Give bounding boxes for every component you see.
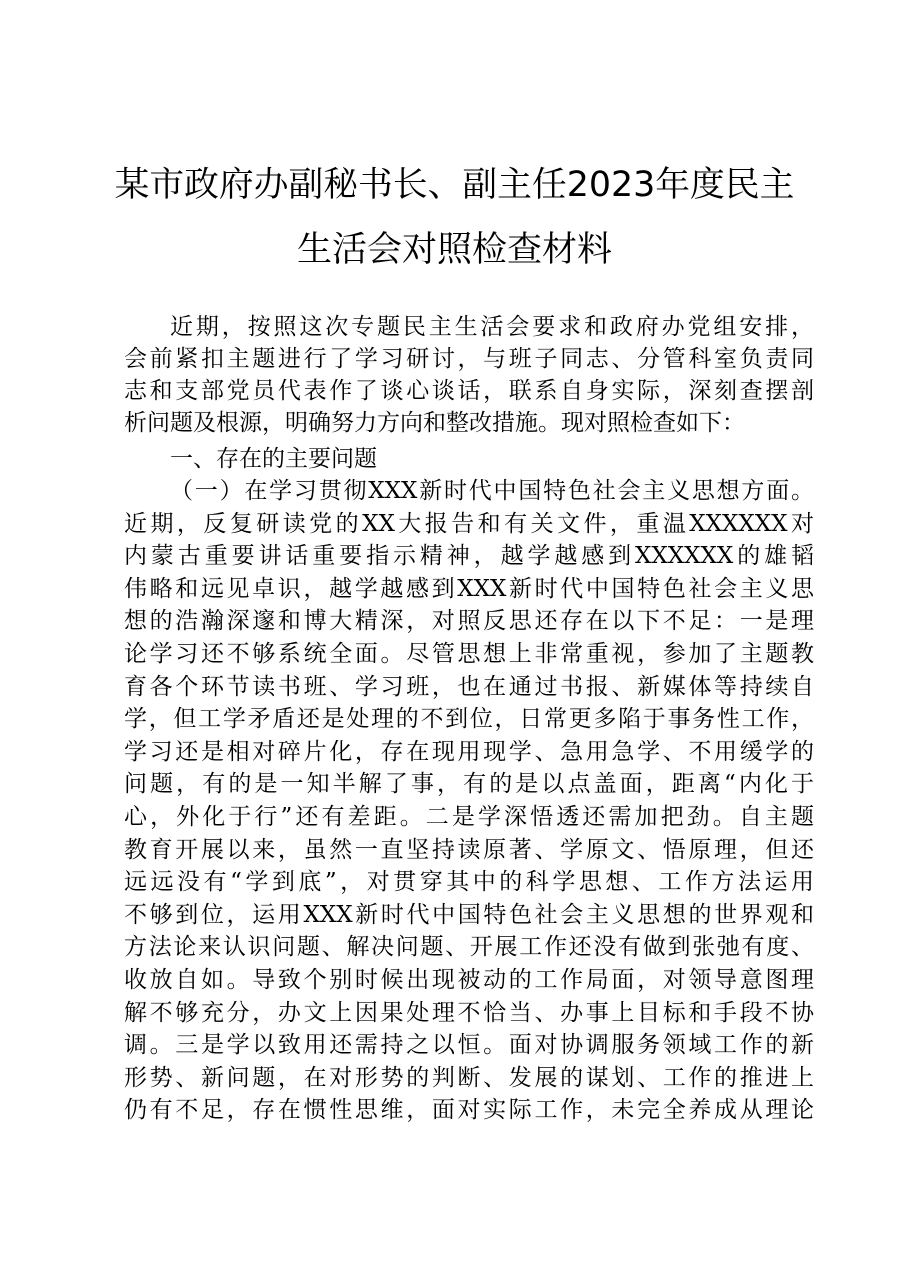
paragraph-line: 解不够充分，办文上因果处理不恰当、办事上目标和手段不协 <box>124 999 814 1026</box>
paragraph-line: 学习还是相对碎片化，存在现用现学、急用急学、不用缓学的 <box>124 738 814 765</box>
paragraph-line: 仍有不足，存在惯性思维，面对实际工作，未完全养成从理论 <box>124 1097 814 1124</box>
paragraph-line: 不够到位，运用XXX新时代中国特色社会主义思想的世界观和 <box>124 901 814 928</box>
paragraph-line: 形势、新问题，在对形势的判断、发展的谋划、工作的推进上 <box>124 1064 814 1091</box>
paragraph-line: 学，但工学矛盾还是处理的不到位，日常更多陷于事务性工作， <box>124 706 814 733</box>
paragraph-line: 内蒙古重要讲话重要指示精神，越学越感到XXXXXX的雄韬 <box>124 543 814 570</box>
paragraph-line: 方法论来认识问题、解决问题、开展工作还没有做到张弛有度、 <box>124 934 814 961</box>
paragraph-line: 收放自如。导致个别时候出现被动的工作局面，对领导意图理 <box>124 966 814 993</box>
intro-line: 近期，按照这次专题民主生活会要求和政府办党组安排， <box>170 314 814 340</box>
document-title-line-1: 某市政府办副秘书长、副主任2023年度民主 <box>114 165 795 205</box>
document-title-line-2: 生活会对照检查材料 <box>296 230 612 270</box>
paragraph-line: 问题，有的是一知半解了事，有的是以点盖面，距离“内化于 <box>124 771 814 798</box>
paragraph-line: 调。三是学以致用还需持之以恒。面对协调服务领域工作的新 <box>124 1032 814 1059</box>
paragraph-line: （一）在学习贯彻XXX新时代中国特色社会主义思想方面。 <box>170 478 814 504</box>
intro-paragraph <box>124 311 814 439</box>
paragraph-line: 伟略和远见卓识，越学越感到XXX新时代中国特色社会主义思 <box>124 575 814 602</box>
intro-line: 析问题及根源，明确努力方向和整改措施。现对照检查如下： <box>124 410 745 436</box>
paragraph-line: 育各个环节读书班、学习班，也在通过书报、新媒体等持续自 <box>124 673 814 700</box>
intro-line: 志和支部党员代表作了谈心谈话，联系自身实际，深刻查摆剖 <box>124 378 814 404</box>
section-heading: 一、存在的主要问题 <box>170 446 377 472</box>
paragraph-line: 想的浩瀚深邃和博大精深，对照反思还存在以下不足：一是理 <box>124 608 814 635</box>
paragraph-line: 论学习还不够系统全面。尽管思想上非常重视，参加了主题教 <box>124 640 814 667</box>
body-paragraph <box>124 475 814 1127</box>
intro-line: 会前紧扣主题进行了学习研讨，与班子同志、分管科室负责同 <box>124 346 814 372</box>
paragraph-line: 教育开展以来，虽然一直坚持读原著、学原文、悟原理，但还 <box>124 836 814 863</box>
paragraph-line: 近期，反复研读党的XX大报告和有关文件，重温XXXXXX对 <box>124 510 814 537</box>
paragraph-line: 心，外化于行”还有差距。二是学深悟透还需加把劲。自主题 <box>124 803 814 830</box>
paragraph-line: 远远没有“学到底”，对贯穿其中的科学思想、工作方法运用 <box>124 869 814 896</box>
